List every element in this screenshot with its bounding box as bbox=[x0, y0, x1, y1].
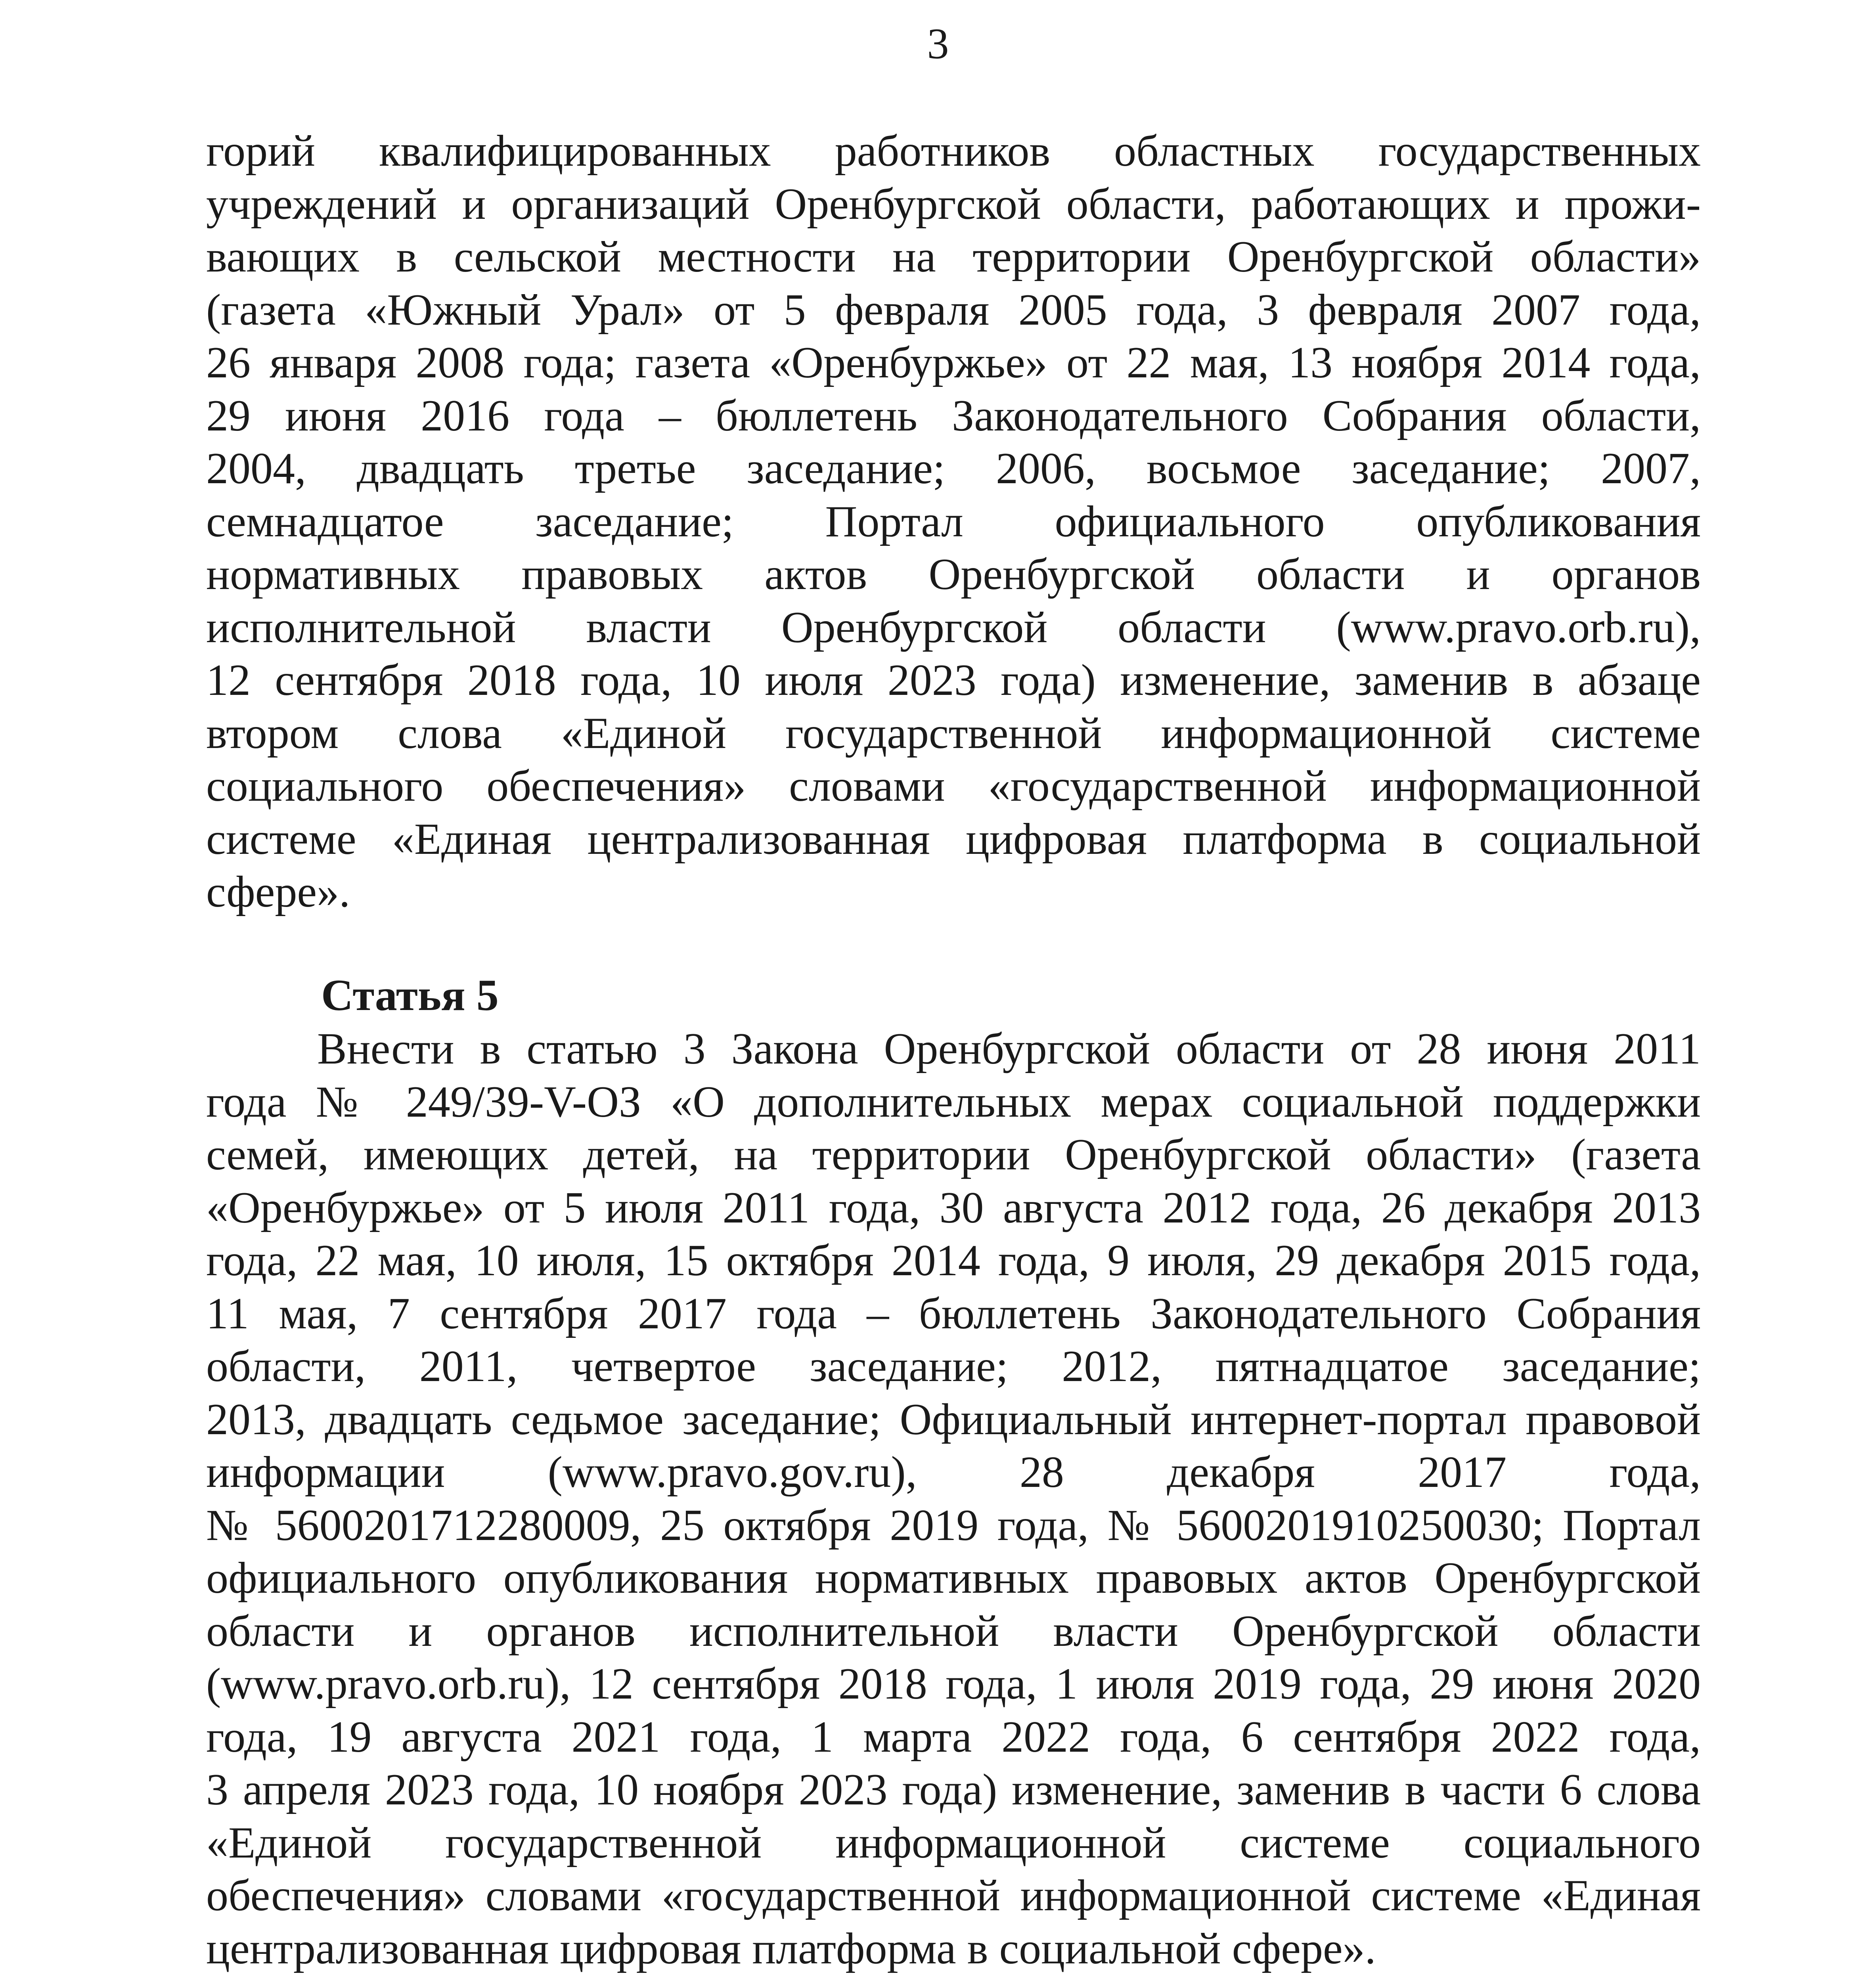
text-line: семнадцатое заседание; Портал официального опубликования bbox=[206, 497, 1701, 546]
text-line: 11 мая, 7 сентября 2017 года – бюллетень Законодательного Собрания bbox=[206, 1289, 1701, 1338]
text-line: системе «Единая централизованная цифровая платформа в социальной bbox=[206, 815, 1701, 864]
text-line: области, 2011, четвертое заседание; 2012, пятнадцатое заседание; bbox=[206, 1342, 1701, 1391]
article-5-title: Статья 5 bbox=[321, 971, 499, 1020]
text-line: года, 19 августа 2021 года, 1 марта 2022 года, 6 сентября 2022 года, bbox=[206, 1712, 1701, 1762]
text-line: № 5600201712280009, 25 октября 2019 года, № 5600201910250030; Портал bbox=[206, 1501, 1701, 1550]
text-line: «Оренбуржье» от 5 июля 2011 года, 30 августа 2012 года, 26 декабря 2013 bbox=[206, 1183, 1701, 1232]
text-line: 29 июня 2016 года – бюллетень Законодательного Собрания области, bbox=[206, 391, 1701, 440]
text-line: 2004, двадцать третье заседание; 2006, восьмое заседание; 2007, bbox=[206, 444, 1701, 493]
text-line: втором слова «Единой государственной информационной системе bbox=[206, 709, 1701, 758]
text-line: вающих в сельской местности на территории Оренбургской области» bbox=[206, 232, 1701, 281]
text-line: информации (www.pravo.gov.ru), 28 декабря 2017 года, bbox=[206, 1448, 1701, 1497]
text-line: семей, имеющих детей, на территории Оренбургской области» (газета bbox=[206, 1130, 1701, 1179]
text-line: централизованная цифровая платформа в социальной сфере». bbox=[206, 1924, 1376, 1973]
page-number: 3 bbox=[927, 19, 949, 68]
text-line: 26 января 2008 года; газета «Оренбуржье» от 22 мая, 13 ноября 2014 года, bbox=[206, 338, 1701, 387]
text-line: Внести в статью 3 Закона Оренбургской области от 28 июня 2011 bbox=[317, 1024, 1701, 1073]
text-line: «Единой государственной информационной системе социального bbox=[206, 1818, 1701, 1867]
text-line: социального обеспечения» словами «государственной информационной bbox=[206, 761, 1701, 811]
text-line: 3 апреля 2023 года, 10 ноября 2023 года) изменение, заменив в части 6 слова bbox=[206, 1765, 1701, 1814]
text-line: области и органов исполнительной власти Оренбургской области bbox=[206, 1607, 1701, 1656]
text-line: года, 22 мая, 10 июля, 15 октября 2014 года, 9 июля, 29 декабря 2015 года, bbox=[206, 1236, 1701, 1285]
text-line: 2013, двадцать седьмое заседание; Официальный интернет-портал правовой bbox=[206, 1395, 1701, 1444]
text-line: 12 сентября 2018 года, 10 июля 2023 года) изменение, заменив в абзаце bbox=[206, 656, 1701, 705]
text-line: исполнительной власти Оренбургской области (www.pravo.orb.ru), bbox=[206, 603, 1701, 652]
text-line: горий квалифицированных работников областных государственных bbox=[206, 126, 1701, 176]
text-line: (газета «Южный Урал» от 5 февраля 2005 года, 3 февраля 2007 года, bbox=[206, 285, 1701, 335]
text-line: сфере». bbox=[206, 867, 350, 916]
text-line: (www.pravo.orb.ru), 12 сентября 2018 года, 1 июля 2019 года, 29 июня 2020 bbox=[206, 1659, 1701, 1708]
text-line: года № 249/39-V-ОЗ «О дополнительных мерах социальной поддержки bbox=[206, 1077, 1701, 1127]
text-line: официального опубликования нормативных правовых актов Оренбургской bbox=[206, 1553, 1701, 1603]
text-line: нормативных правовых актов Оренбургской области и органов bbox=[206, 550, 1701, 599]
text-line: учреждений и организаций Оренбургской области, работающих и прожи- bbox=[206, 180, 1701, 229]
text-line: обеспечения» словами «государственной информационной системе «Единая bbox=[206, 1871, 1701, 1920]
